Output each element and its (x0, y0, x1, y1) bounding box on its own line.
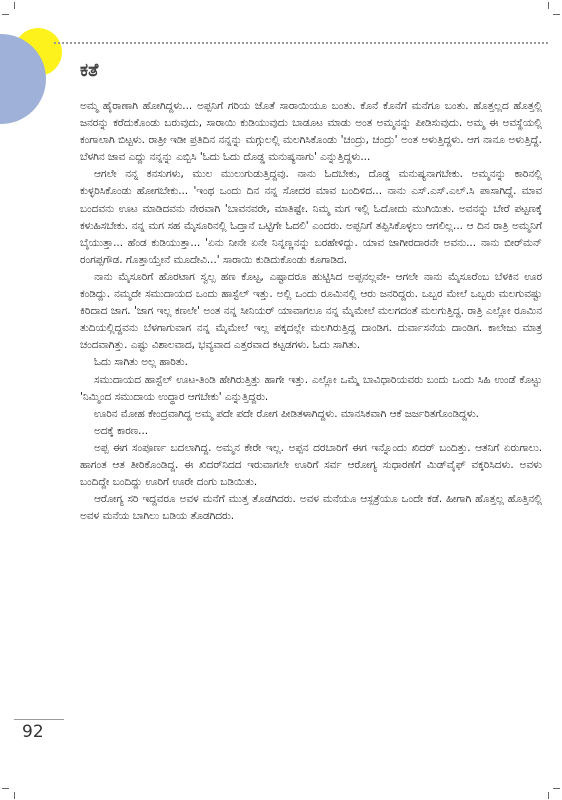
header-dotted-rule (54, 42, 548, 44)
paragraph-5: ಸಮುದಾಯದ ಹಾಸ್ಟೆಲ್ ಊಟ-ತಿಂಡಿ ಹೇಗಿರುತ್ತಿತ್ತು ಹಾಗೇ ಇತ್ತು. ಎಲ್ಲೋ ಒಮ್ಮೆ ಬಾವಿಧಾರಿಯವರು ಬಂದು ಒಂದು ಸಿಹಿ ಉಂಡೆ ಕೊಟ್ಟು 'ನಿಮ್ಮಿಂದ ಸಮುದಾಯ ಉದ್ಧಾರ ಆಗಬೇಕು' ಎನ್ನುತ್ತಿದ್ದರು. (80, 373, 542, 403)
crop-mark-bottom-left-h (2, 788, 9, 789)
crop-mark-bottom-right-v (548, 792, 549, 799)
paragraph-6: ಊರಿನ ಮೋಹ ಕೇಂದ್ರವಾಗಿದ್ದ ಅಮ್ಮ ಪದೇ ಪದೇ ರೋಗ ಪೀಡಿತಳಾಗಿದ್ದಳು. ಮಾನಸಿಕವಾಗಿ ಆಕೆ ಜರ್ಜರಿತಗೊಂಡಿದ್ದಳು. (94, 407, 479, 420)
crop-mark-top-right-h (553, 14, 560, 15)
footer-rule (14, 719, 64, 720)
crop-mark-bottom-right-h (553, 788, 560, 789)
section-title: ಕತೆ (80, 60, 99, 81)
paragraph-1: ಅಮ್ಮ ಹೈರಾಣಾಗಿ ಹೋಗಿದ್ದಳು... ಅಪ್ಪನಿಗೆ ಗರಿಯ ಜೊತೆ ಸಾರಾಯಿಯೂ ಬಂತು. ಕೊನೆ ಕೊನೆಗೆ ಮನೆಗೂ ಬಂತು. ಹೊತ್ತಲ್ಲದ ಹೊತ್ತಲ್ಲಿ ಜನರನ್ನು ಕರೆದುಕೊಂಡು ಬರುವುದು, ಸಾರಾಯಿ ಕುಡಿಯುವುದು ಬಾಡೂಟ ಮಾಡು ಅಂತ ಅಮ್ಮನನ್ನು ಪೀಡಿಸುವುದು. ಅಮ್ಮ ಈ ಅವಸ್ಥೆಯಲ್ಲಿ ಕಂಗಾಲಾಗಿ ಬಿಟ್ಟಳು. ರಾತ್ರೀ ಇಡೀ ಪ್ರತಿದಿನ ನನ್ನನ್ನು ಮಗ್ಗುಲಲ್ಲಿ ಮಲಗಿಸಿಕೊಂಡು 'ಚಂದ್ರು, ಚಂದ್ರು' ಅಂತ ಅಳುತ್ತಿದ್ದಳು. ಆಗ ನಾನೂ ಅಳುತ್ತಿದ್ದೆ. ಬೆಳಗಿನ ಜಾವ ಎದ್ದು ನನ್ನನ್ನು ಎಬ್ಬಿಸಿ 'ಓದು ಓದು ದೊಡ್ಡ ಮನುಷ್ಯನಾಗು' ಎನ್ನುತ್ತಿದ್ದಳು... (80, 100, 542, 164)
paragraph-8: ಅಪ್ಪ ಈಗ ಸಂಪೂರ್ಣ ಬದಲಾಗಿದ್ದ. ಅಮ್ಮನ ಕೇರೇ ಇಲ್ಲ. ಅಪ್ಪನ ದರಬಾರಿಗೆ ಈಗ ಇನ್ನೊಂದು ಖಿದರ್ ಬಂದಿತ್ತು. ಆತನಿಗೆ ಏರುಗಾಲು. ಹಾಗಂತ ಆತ ತೀರಿಕೊಂಡಿದ್ದ. ಈ ಖಿದರ್‌ನಿದದ ಇರುವಾಗಲೇ ಊರಿಗೆ ಸರ್ವ ಆರೋಗ್ಯ ಸುಧಾರಣೆಗೆ ಮಿಡ್‌ವೈಫ್ ವಕ್ಕರಿಸಿದಳು. ಅವಳು ಬಂದಿದ್ದೇ ಬಂದಿದ್ದು ಊರಿಗೆ ಊರೇ ದಂಗು ಬಡಿಯಿತು. (80, 441, 542, 489)
crop-mark-top-left-v (14, 2, 15, 9)
paragraph-7: ಅದಕ್ಕೆ ಕಾರಣ... (94, 424, 149, 437)
paragraph-4: ಓದು ಸಾಗಿತು ಅಲ್ಲ ಹಾರಿತು. (94, 356, 188, 369)
crop-mark-top-right-v (548, 2, 549, 9)
story-body (80, 98, 542, 738)
paragraph-9: ಆರೋಗ್ಯ ಸರಿ ಇದ್ದವರೂ ಅವಳ ಮನೆಗೆ ಮುತ್ತ ತೊಡಗಿದರು. ಅವಳ ಮನೆಯೂ ಆಸ್ಪತ್ರೆಯೂ ಒಂದೇ ಕಡೆ. ಹೀಗಾಗಿ ಹೊತ್ತಲ್ಲ ಹೊತ್ತಿನಲ್ಲಿ ಅವಳ ಮನೆಯ ಬಾಗಿಲು ಬಡಿಯ ತೊಡಗಿದರು. (80, 493, 542, 523)
paragraph-2: ಆಗಲೇ ನನ್ನ ಕನಸುಗಳು, ಮುಲ ಮುಲುಗುಡುತ್ತಿದ್ದವು. ನಾನು ಓದಬೇಕು, ದೊಡ್ಡ ಮನುಷ್ಯನಾಗಬೇಕು. ಅಮ್ಮನನ್ನು ಕಾರಿನಲ್ಲಿ ಕುಳ್ಳರಿಸಿಕೊಂಡು ಹೋಗಬೇಕು... 'ಇಂಥ ಒಂದು ದಿನ ನನ್ನ ಸೋದರ ಮಾವ ಬಂದಿಳಿದ... ನಾನು ಎಸ್.ಎಸ್.ಎಲ್.ಸಿ ಪಾಸಾಗಿದ್ದೆ. ಮಾವ ಬಂದವನು ಊಟ ಮಾಡಿದವನು ನೇರವಾಗಿ 'ಬಾವನವರೇ, ಮಾತಿಷ್ಟೇ. ನಿಮ್ಮ ಮಗ ಇಲ್ಲಿ ಓದೋದು ಮುಗಿಯಿತು. ಅವನನ್ನು ಬೇರೆ ಪಟ್ಟಣಕ್ಕೆ ಕಳುಹಿಸಬೇಕು. ನನ್ನ ಮಗ ಸಹ ಮೈಸೂರಿನಲ್ಲಿ ಓದ್ತಾನೆ ಒಟ್ಟಿಗೇ ಓದಲಿ' ಎಂದರು. ಅಪ್ಪನಿಗೆ ತಪ್ಪಿಸಿಕೊಳ್ಳಲು ಆಗಲಿಲ್ಲ... ಆ ದಿನ ರಾತ್ರಿ ಅಮ್ಮನಿಗೆ ಬೈಯುತ್ತಾ... ಹೆಂಡ ಕುಡಿಯುತ್ತಾ... 'ಏನು ನೀನೇ ಏನೇ ನಿನ್ನಣ್ಣನನ್ನು ಬರಹೇಳಿದ್ದು. ಯಾವ ಜಾಗೀರದಾರನೇ ಅವನು... ನಾನು ಬೀರ್‌ಮನ್ ರಂಗಪ್ಪಗೌಡ. ಗೊತ್ತಾಯ್ತೇನೆ ಮೂದೇವಿ...' ಸಾರಾಯಿ ಕುಡಿದುಕೊಂಡು ಕೂಗಾಡಿದ. (80, 168, 542, 266)
crop-mark-top-left-h (2, 14, 9, 15)
page-number: 92 (22, 722, 44, 742)
paragraph-3: ನಾನು ಮೈಸೂರಿಗೆ ಹೊರಟಾಗ ಸ್ವಲ್ಪ ಹಣ ಕೊಟ್ಟ, ಎಷ್ಟಾದರೂ ಹುಟ್ಟಿಸಿದ ಅಪ್ಪನಲ್ಲವೇ- ಆಗಲೇ ನಾನು ಮೈಸೂರೆಂಬ ಬೆಳಕಿನ ಊರ ಕಂಡಿದ್ದು. ನಮ್ಮದೇ ಸಮುದಾಯದ ಒಂದು ಹಾಸ್ಟೆಲ್ ಇತ್ತು. ಅಲ್ಲಿ ಒಂದು ರೂಮಿನಲ್ಲಿ ಆರು ಜನರಿದ್ದರು. ಒಬ್ಬರ ಮೇಲೆ ಒಬ್ಬರು ಮಲಗುವಷ್ಟು ಕಿರಿದಾದ ಜಾಗ. 'ಜಾಗ ಇಲ್ಲ ಕಣಲೇ' ಅಂತ ನನ್ನ ಸೀನಿಯರ್ ಯಾವಾಗಲೂ ನನ್ನ ಮೈಮೇಲೆ ಮಲಗದಂತೆ ಮಲಗುತ್ತಿದ್ದ. ರಾತ್ರಿ ಎಲ್ಲೋ ರೂಮಿನ ತುದಿಯಲ್ಲಿದ್ದವನು ಬೆಳಗಾಗುವಾಗ ನನ್ನ ಮೈಮೇಲೆ ಇಲ್ಲ ಪಕ್ಕದಲ್ಲೇ ಮಲಗಿರುತ್ತಿದ್ದ ದಾಂಡಿಗ. ದುರ್ವಾಸನೆಯ ದಾಂಡಿಗ. ಕಾಲೇಜು ಮಾತ್ರ ಚಂದವಾಗಿತ್ತು. ಎಷ್ಟು ವಿಶಾಲವಾದ, ಭವ್ಯವಾದ ಎತ್ತರವಾದ ಕಟ್ಟಡಗಳು. ಓದು ಸಾಗಿತು. (80, 270, 542, 352)
crop-mark-bottom-left-v (14, 792, 15, 799)
